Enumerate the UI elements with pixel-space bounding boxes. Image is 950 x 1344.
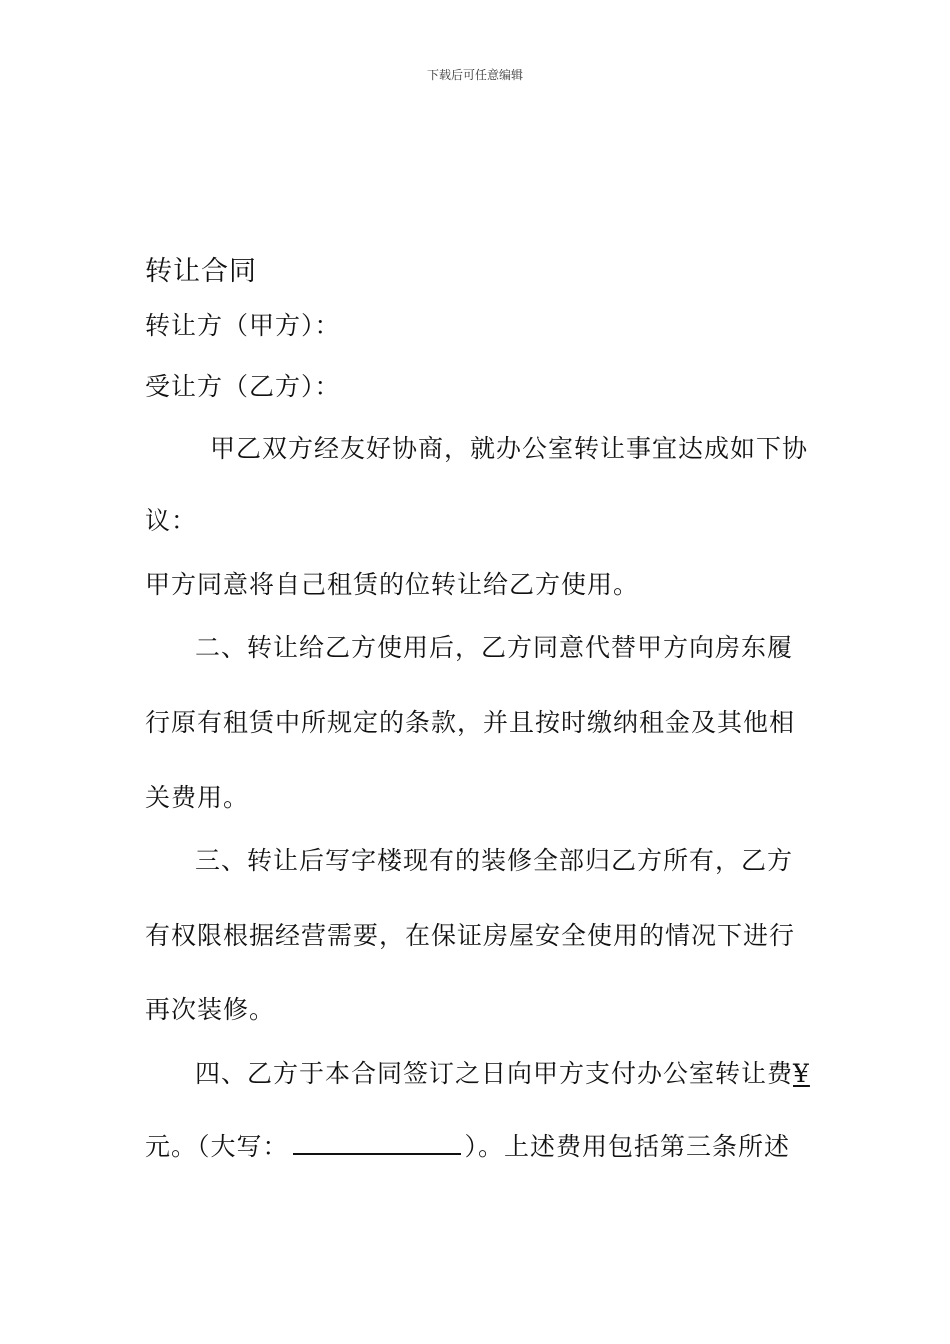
clause-3-line-2: 有权限根据经营需要，在保证房屋安全使用的情况下进行 xyxy=(145,921,796,950)
header-note: 下载后可任意编辑 xyxy=(426,68,523,82)
party-a-line: 转让方（甲方）： xyxy=(145,311,341,340)
clause-3-line-1: 三、转让后写字楼现有的装修全部归乙方所有，乙方 xyxy=(195,846,794,875)
clause-4-line-2 xyxy=(145,1131,790,1163)
clause-2-line-2: 行原有租赁中所规定的条款，并且按时缴纳租金及其他相 xyxy=(145,708,796,737)
clause-3-line-3: 再次装修。 xyxy=(145,995,276,1024)
amount-in-words-blank xyxy=(293,1131,461,1155)
intro-line-2: 议： xyxy=(145,506,198,535)
clause-4-continuation: ）。上述费用包括第三条所述 xyxy=(464,1132,791,1161)
clause-4-amount-label: 元。（大写： xyxy=(145,1132,289,1161)
clause-1: 甲方同意将自己租赁的位转让给乙方使用。 xyxy=(145,570,640,599)
clause-4-line-1 xyxy=(195,1058,810,1090)
yen-symbol: ¥ xyxy=(793,1059,810,1088)
clause-2-line-1: 二、转让给乙方使用后，乙方同意代替甲方向房东履 xyxy=(195,633,794,662)
party-b-line: 受让方（乙方）： xyxy=(145,372,341,401)
intro-line-1: 甲乙双方经友好协商，就办公室转让事宜达成如下协 xyxy=(210,434,809,463)
clause-2-line-3: 关费用。 xyxy=(145,783,250,812)
clause-4-text: 四、乙方于本合同签订之日向甲方支付办公室转让费 xyxy=(195,1059,794,1088)
document-title: 转让合同 xyxy=(145,256,257,287)
